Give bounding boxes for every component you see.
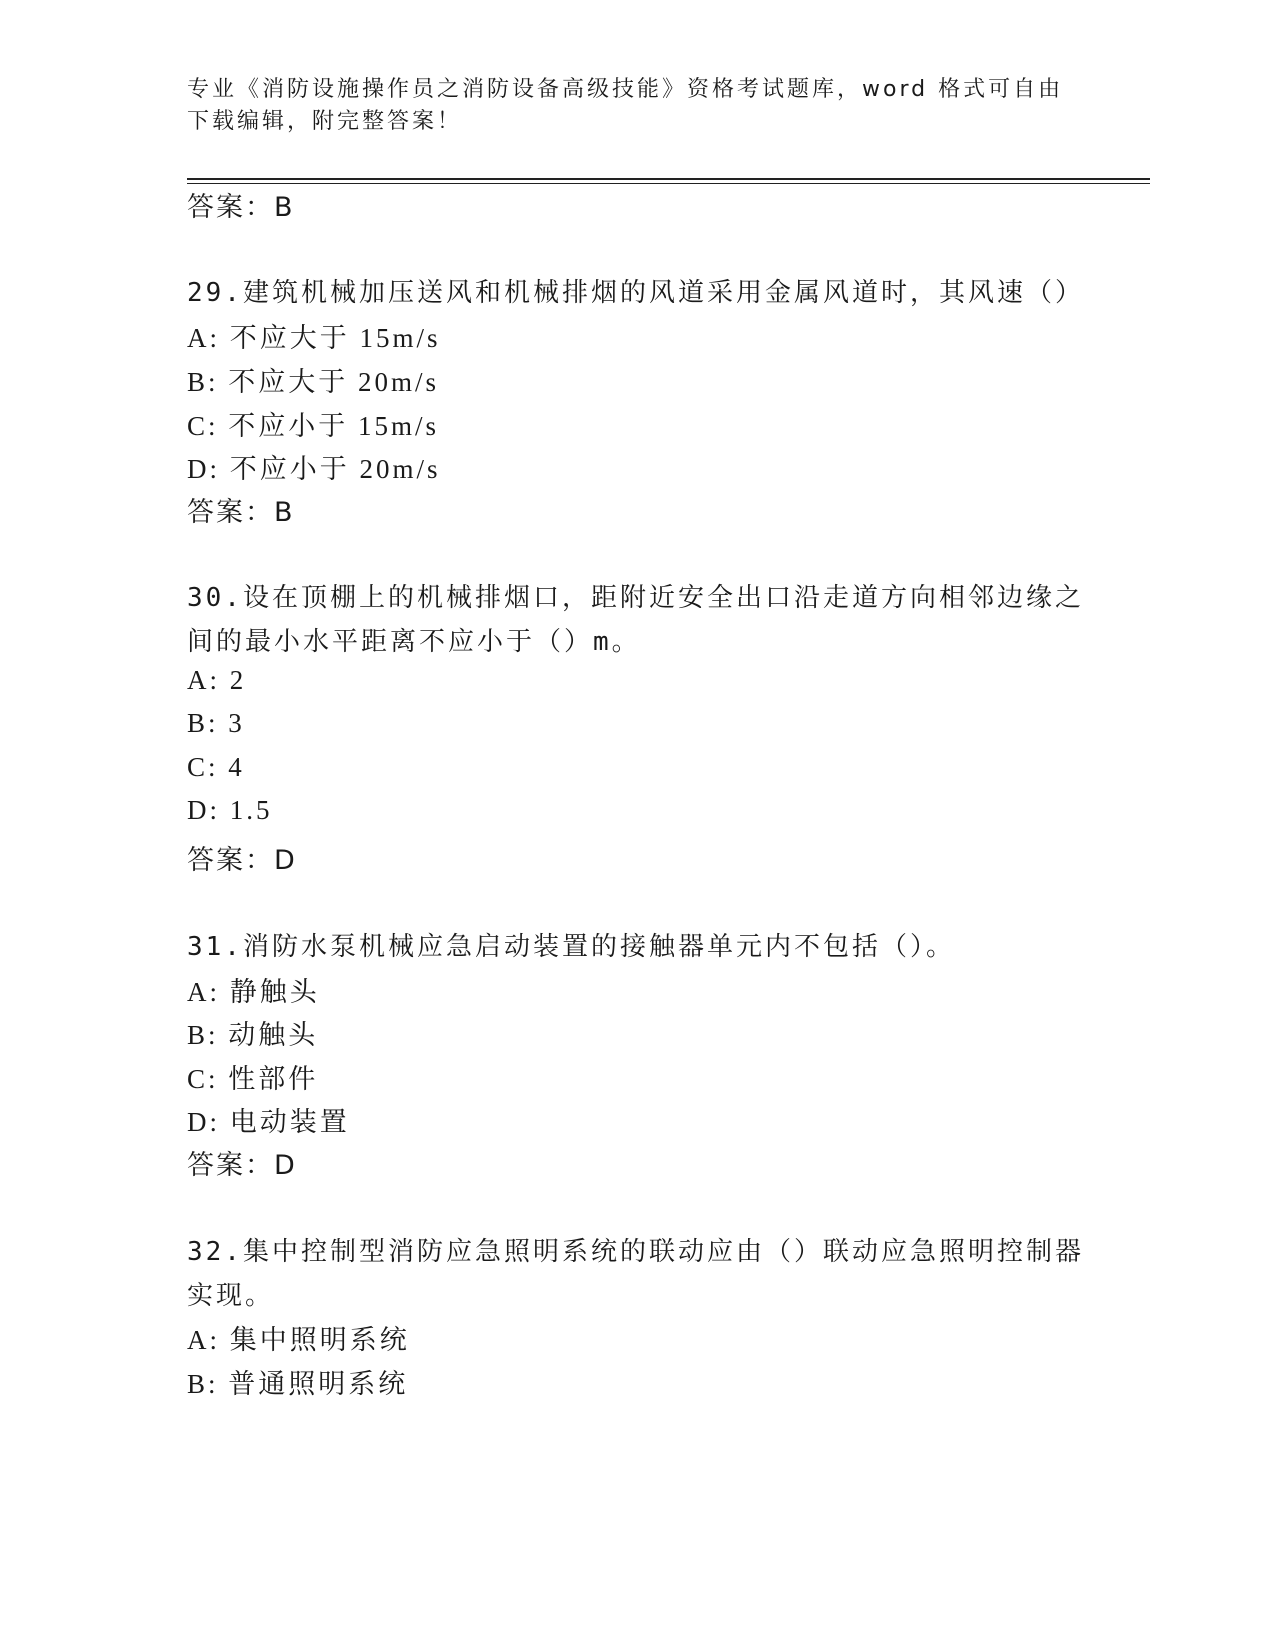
option-c: C: 4 [187,752,245,782]
option-c: C: 不应小于 15m/s [187,411,440,441]
header-rule-thin [187,183,1150,184]
option-b: B: 3 [187,708,245,738]
question-text: 31.消防水泵机械应急启动装置的接触器单元内不包括（）。 [187,932,955,962]
page-header: 专业《消防设施操作员之消防设备高级技能》资格考试题库，word 格式可自由下载编辑，附完整答案！ [187,77,1064,134]
option-a: A: 不应大于 15m/s [187,323,441,353]
answer-line: 答案：D [187,845,297,876]
option-a: A: 集中照明系统 [187,1325,410,1355]
question-text: 30.设在顶棚上的机械排烟口，距附近安全出口沿走道方向相邻边缘之 [187,583,1084,613]
option-a: A: 2 [187,665,247,695]
question-text: 32.集中控制型消防应急照明系统的联动应由（）联动应急照明控制器 [187,1237,1084,1267]
option-a: A: 静触头 [187,977,320,1007]
answer-line: 答案：B [187,497,295,528]
question-text-continued: 间的最小水平距离不应小于（）m。 [187,627,641,657]
option-d: D: 不应小于 20m/s [187,454,441,484]
option-d: D: 1.5 [187,795,273,825]
option-b: B: 普通照明系统 [187,1369,409,1399]
answer-line: 答案：D [187,1150,297,1181]
answer-line: 答案：B [187,192,295,223]
question-text: 29.建筑机械加压送风和机械排烟的风道采用金属风道时，其风速（） [187,278,1084,308]
option-b: B: 不应大于 20m/s [187,367,440,397]
option-d: D: 电动装置 [187,1107,350,1137]
option-c: C: 性部件 [187,1064,319,1094]
question-text-continued: 实现。 [187,1281,275,1311]
option-b: B: 动触头 [187,1020,319,1050]
header-rule-thick [187,178,1150,180]
